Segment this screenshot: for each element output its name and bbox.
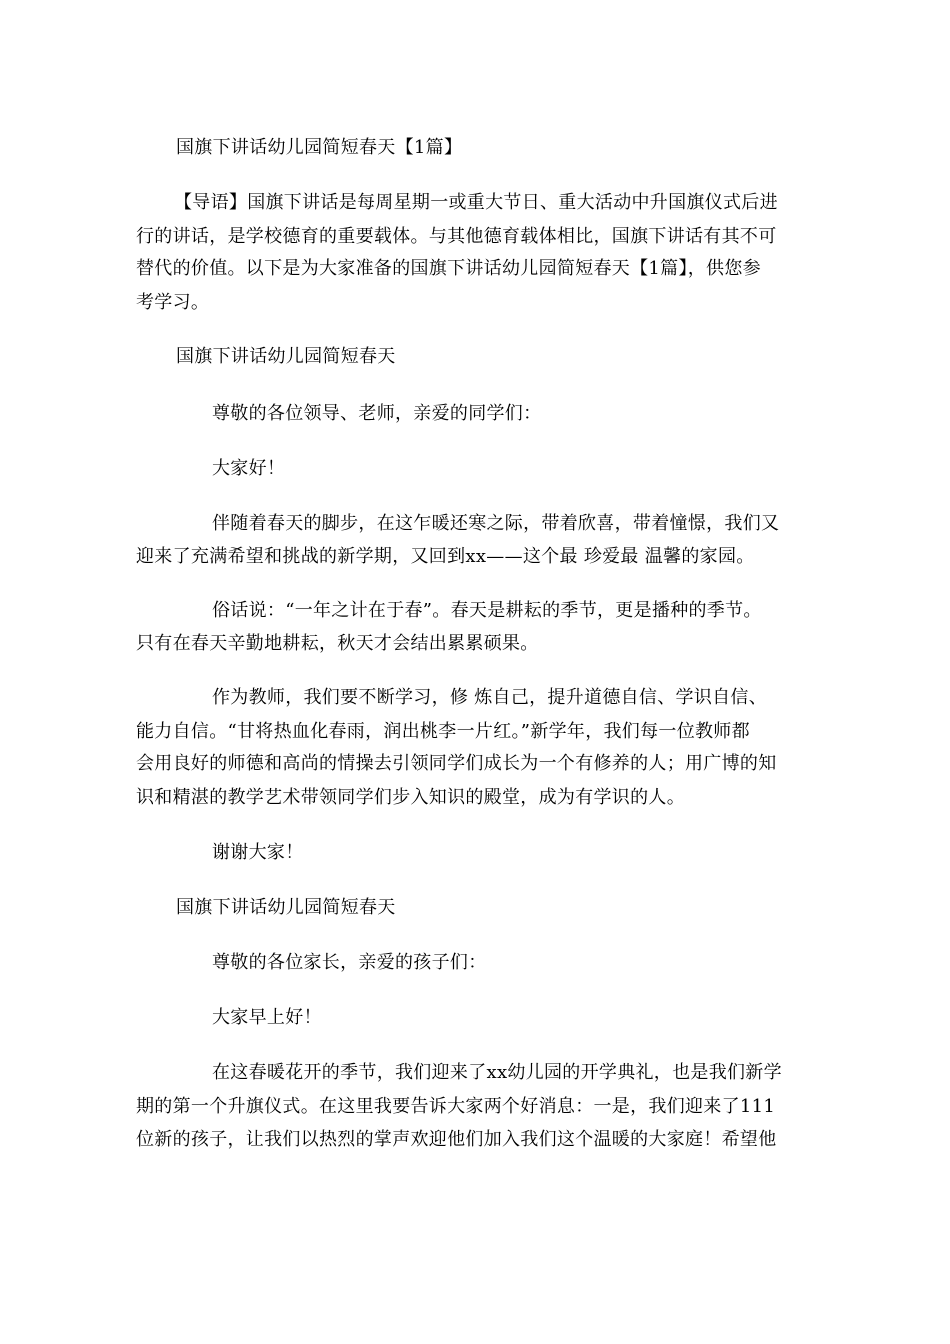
document-title: 国旗下讲话幼儿园简短春天【1篇】 xyxy=(176,137,463,158)
closing: 谢谢大家！ xyxy=(212,842,304,863)
section-heading: 国旗下讲话幼儿园简短春天 xyxy=(176,346,396,367)
salutation: 尊敬的各位领导、老师，亲爱的同学们： xyxy=(212,403,542,424)
intro-line: 考学习。 xyxy=(136,292,210,313)
salutation: 尊敬的各位家长，亲爱的孩子们： xyxy=(212,952,487,973)
paragraph-line: 识和精湛的教学艺术带领同学们步入知识的殿堂，成为有学识的人。 xyxy=(136,787,685,808)
paragraph-line: 位新的孩子，让我们以热烈的掌声欢迎他们加入我们这个温暖的大家庭！希望他 xyxy=(136,1129,777,1150)
paragraph-line: 会用良好的师德和高尚的情操去引领同学们成长为一个有修养的人；用广博的知 xyxy=(136,753,777,774)
intro-line: 行的讲话，是学校德育的重要载体。与其他德育载体相比，国旗下讲话有其不可 xyxy=(136,226,777,247)
paragraph-line: 俗话说：“一年之计在于春”。春天是耕耘的季节，更是播种的季节。 xyxy=(212,600,762,621)
paragraph-line: 在这春暖花开的季节，我们迎来了xx幼儿园的开学典礼，也是我们新学 xyxy=(212,1062,782,1083)
paragraph-line: 能力自信。“甘将热血化春雨，润出桃李一片红。”新学年，我们每一位教师都 xyxy=(136,721,750,742)
intro-line: 替代的价值。以下是为大家准备的国旗下讲话幼儿园简短春天【1篇】，供您参 xyxy=(136,258,761,279)
paragraph-line: 迎来了充满希望和挑战的新学期，又回到xx——这个最 珍爱最 温馨的家园。 xyxy=(136,546,755,567)
paragraph-line: 作为教师，我们要不断学习，修 炼自己，提升道德自信、学识自信、 xyxy=(212,687,768,708)
greeting: 大家好！ xyxy=(212,458,286,479)
intro-line: 【导语】国旗下讲话是每周星期一或重大节日、重大活动中升国旗仪式后进 xyxy=(174,192,778,213)
greeting: 大家早上好！ xyxy=(212,1007,322,1028)
section-heading: 国旗下讲话幼儿园简短春天 xyxy=(176,897,396,918)
paragraph-line: 伴随着春天的脚步，在这乍暖还寒之际，带着欣喜，带着憧憬，我们又 xyxy=(212,513,780,534)
paragraph-line: 期的第一个升旗仪式。在这里我要告诉大家两个好消息：一是，我们迎来了111 xyxy=(136,1096,776,1117)
paragraph-line: 只有在春天辛勤地耕耘，秋天才会结出累累硕果。 xyxy=(136,633,539,654)
